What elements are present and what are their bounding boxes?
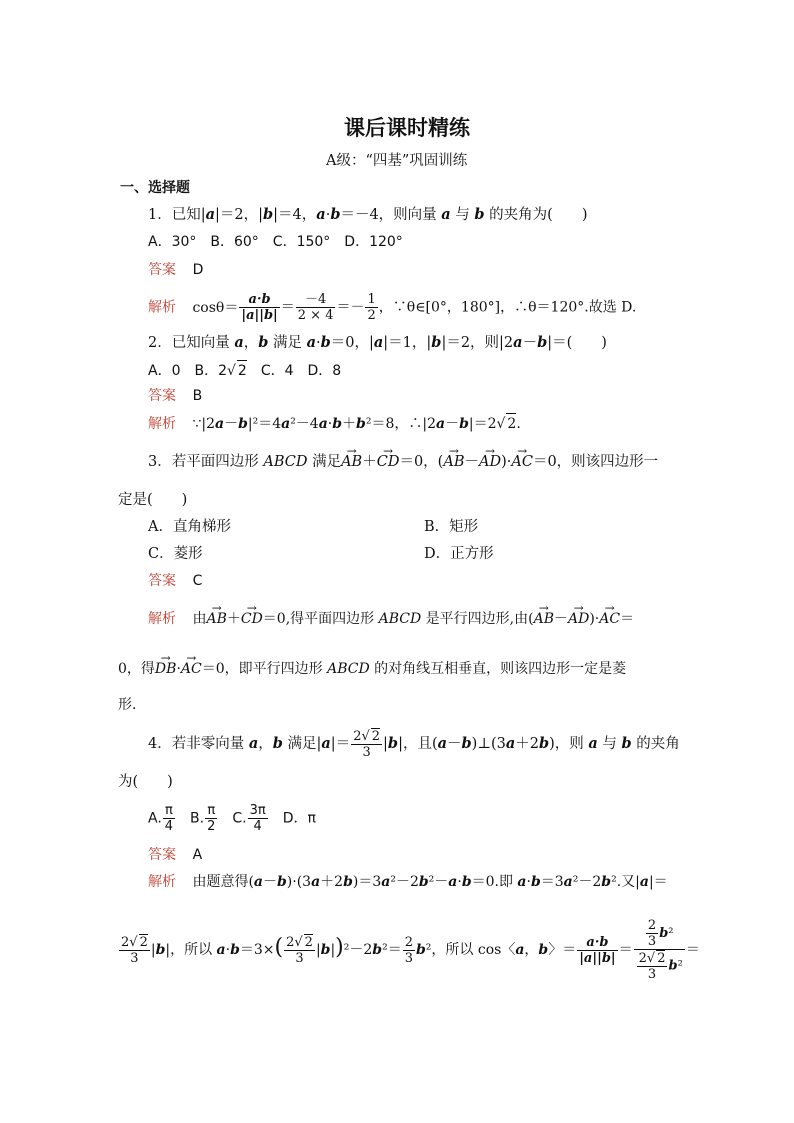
question-3-option-c: C．菱形 [148, 546, 203, 562]
question-3-option-a: A．直角梯形 [148, 519, 231, 535]
question-3-stem-line1: 3．若平面四边形 ABCD 满足→ AB＋→ CD＝0，(→ AB－→ AD)·→ AC＝0，则该四边形一 [148, 452, 658, 472]
question-3-stem-line2: 定是( ) [118, 492, 188, 508]
section-heading: 一、选择题 [120, 180, 190, 196]
question-3-option-b: B．矩形 [424, 519, 479, 535]
question-4-stem-line1: 4．若非零向量 a，b 满足|a|＝ $\frac{2√ 2}{3}$ |b|，且(a－b)⊥(3a＋2b)，则 a 与 b 的夹角 [148, 729, 680, 760]
question-4-analysis-line1: 解析 由题意得(a－b)·(3a＋2b)＝3a²－2b²－a·b＝0.即 a·b＝3a²－2b².又|a|＝ [148, 874, 668, 890]
question-3-option-d: D．正方形 [424, 546, 494, 562]
page-subtitle: A级：“四基”巩固训练 [326, 153, 468, 169]
question-3-analysis-line3: 形. [118, 697, 137, 713]
question-1-options: A．30° B．60° C．150° D．120° [148, 234, 403, 250]
question-3-answer-row: 答案 C [148, 573, 203, 589]
analysis-label: 解析 [148, 299, 176, 316]
page-title: 课后课时精练 [344, 115, 470, 140]
question-1-answer-row [148, 260, 203, 280]
question-2-options: A．0 B．2√ 2 C．4 D．8 [148, 360, 341, 381]
question-2-answer-row: 答案 B [148, 388, 203, 404]
question-4-answer-row: 答案 A [148, 847, 203, 863]
question-4-stem-line2: 为( ) [118, 774, 173, 790]
question-3-analysis-line2: 0，得→ DB·→ AC＝0，即平行四边形 ABCD 的对角线互相垂直，则该四边形一定是菱 [118, 659, 626, 679]
question-1-answer: D [192, 262, 204, 278]
question-4-analysis-line2: $\frac{2√ 2}{3}$ |b|，所以 a·b＝3×( $\frac{2√ 2}{3}$ |b|)²－2b²＝ $\frac{2}{3}$ b²，所以 cos〈a，b〉＝ $\frac{a\cdot b}{|a||b|}$ ＝ $\frac{2}{3}$ b² $\frac{2√ 2}{3}$ b² ＝ [121, 918, 700, 982]
question-2-answer: B [192, 388, 203, 404]
question-1-analysis: 解析 cosθ＝ $\frac{a\cdot b}{|a||b|}$ ＝ $\frac{-4}{2 \times 4}$ ＝－ $\frac{1}{2}$ ，∵θ∈[0°，180°]，∴θ＝120°.故选 D. [148, 292, 637, 323]
question-3-analysis-line1: 解析 由→ AB＋→ CD＝0,得平面四边形 ABCD 是平行四边形,由(→ AB－→ AD)·→ AC＝ [148, 609, 634, 629]
answer-label: 答案 [148, 262, 176, 278]
question-2-analysis: 解析 ∵|2a－b|²＝4a²－4a·b＋b²＝8，∴|2a－b|＝2√ 2. [148, 413, 521, 434]
question-1-stem: 1．已知|a|＝2，|b|＝4，a·b＝－4，则向量 a 与 b 的夹角为( ) [148, 206, 588, 223]
question-3-answer: C [192, 573, 203, 589]
question-4-answer: A [192, 847, 203, 863]
question-2-stem: 2．已知向量 a，b 满足 a·b＝0，|a|＝1，|b|＝2，则|2a－b|＝( ) [148, 334, 607, 351]
question-4-options: A. $\frac{\pi}{4}$ B. $\frac{\pi}{2}$ C. $\frac{3\pi}{4}$ D．π [148, 803, 316, 834]
